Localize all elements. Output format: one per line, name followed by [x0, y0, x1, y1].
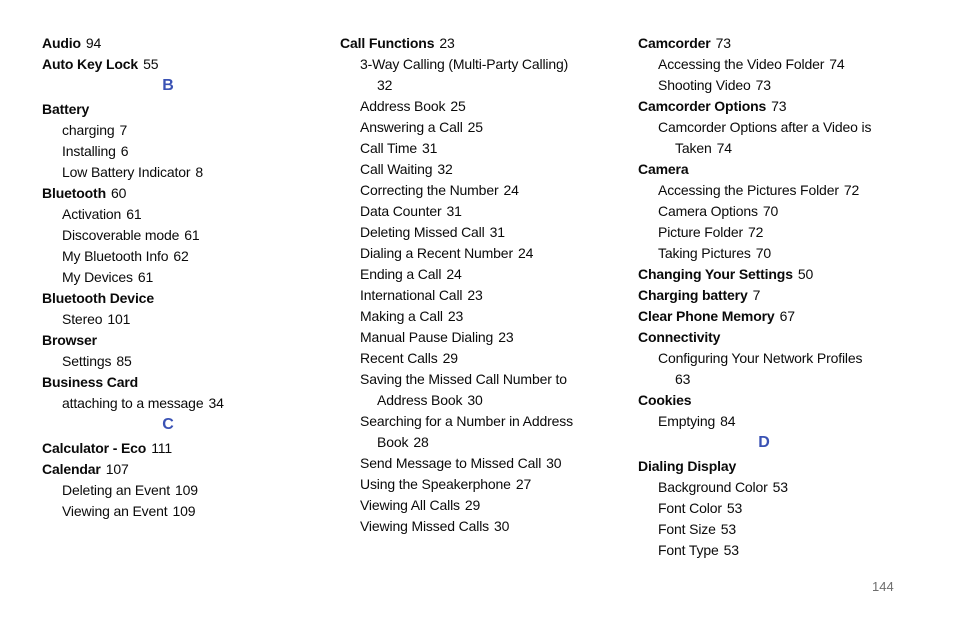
index-entry: [638, 264, 890, 285]
index-page-ref: 70: [755, 245, 771, 261]
index-entry: [638, 498, 890, 519]
index-term: Deleting an Event: [62, 482, 170, 498]
index-term: Manual Pause Dialing: [360, 329, 494, 345]
index-page-ref: 62: [173, 248, 189, 264]
index-term: Cookies: [638, 392, 692, 408]
index-entry: [638, 519, 890, 540]
index-term: Send Message to Missed Call: [360, 455, 542, 471]
index-entry: [42, 288, 294, 309]
index-page-ref: 23: [447, 308, 464, 324]
index-entry: [42, 480, 294, 501]
index-page-ref: 7: [119, 122, 128, 138]
index-page-ref: 31: [489, 224, 505, 240]
index-page-ref: 73: [771, 98, 787, 114]
index-entry: [340, 264, 592, 285]
index-page-ref: 23: [439, 35, 455, 51]
index-term: Browser: [42, 332, 97, 348]
index-entry: [42, 351, 294, 372]
index-term: Picture Folder: [658, 224, 744, 240]
index-page-ref: 8: [195, 164, 204, 180]
section-letter: [42, 75, 294, 96]
index-page-ref: 25: [467, 119, 483, 135]
index-page-ref: 30: [546, 455, 562, 471]
index-term: 3-Way Calling (Multi-Party Calling): [360, 56, 569, 72]
index-page-ref: 61: [126, 206, 142, 222]
index-page-ref: 74: [829, 56, 845, 72]
index-entry: [638, 159, 890, 180]
index-term: Camcorder: [638, 35, 711, 51]
index-entry: [340, 285, 592, 306]
index-entry: [340, 117, 592, 138]
index-entry: [42, 438, 294, 459]
index-term: charging: [62, 122, 115, 138]
index-entry: [340, 495, 592, 516]
index-term: Call Waiting: [360, 161, 433, 177]
index-page-ref: 24: [517, 245, 534, 261]
index-entry: [42, 54, 294, 75]
index-entry: [340, 201, 592, 222]
index-term: Ending a Call: [360, 266, 442, 282]
index-page-ref: 63: [675, 371, 691, 387]
index-term: Taking Pictures: [658, 245, 751, 261]
index-page-ref: 32: [377, 77, 393, 93]
index-term: Emptying: [658, 413, 716, 429]
index-page-ref: 72: [843, 182, 860, 198]
section-letter-label: C: [162, 416, 174, 433]
index-entry: [638, 75, 890, 96]
index-entry: [42, 120, 294, 141]
index-term: Background Color: [658, 479, 768, 495]
index-page-ref: 109: [172, 503, 196, 519]
index-entry: [638, 477, 890, 498]
index-entry: [42, 204, 294, 225]
index-term: Accessing the Pictures Folder: [658, 182, 839, 198]
index-page-ref: 55: [143, 56, 159, 72]
index-term: Calendar: [42, 461, 101, 477]
index-entry: [638, 285, 890, 306]
index-term: Viewing an Event: [62, 503, 168, 519]
index-page-ref: 109: [174, 482, 198, 498]
index-term: attaching to a message: [62, 395, 204, 411]
index-page-ref: 84: [720, 413, 736, 429]
index-page-ref: 53: [723, 542, 739, 558]
section-letter: [42, 414, 294, 435]
index-term: Audio: [42, 35, 81, 51]
index-entry: [42, 162, 294, 183]
index-entry: [340, 516, 592, 537]
index-page-ref: 6: [120, 143, 129, 159]
index-term: Charging battery: [638, 287, 748, 303]
index-term: Stereo: [62, 311, 103, 327]
index-term: Bluetooth: [42, 185, 106, 201]
index-term: My Bluetooth Info: [62, 248, 169, 264]
index-entry: [340, 327, 592, 348]
index-page-ref: 29: [464, 497, 481, 513]
index-term: Dialing a Recent Number: [360, 245, 513, 261]
index-term: Deleting Missed Call: [360, 224, 485, 240]
index-term: Font Color: [658, 500, 722, 516]
index-term: My Devices: [62, 269, 133, 285]
index-term: Installing: [62, 143, 116, 159]
index-term: Camera: [638, 161, 689, 177]
index-entry: [340, 453, 592, 474]
index-entry: [638, 138, 890, 159]
index-page-ref: 28: [413, 434, 429, 450]
index-term: Accessing the Video Folder: [658, 56, 825, 72]
index-term: Configuring Your Network Profiles: [658, 350, 863, 366]
index-term: International Call: [360, 287, 463, 303]
index-page-ref: 70: [762, 203, 779, 219]
index-entry: [638, 117, 890, 138]
index-page-ref: 32: [437, 161, 453, 177]
index-entry: [340, 432, 592, 453]
index-entry: [340, 96, 592, 117]
index-term: Calculator - Eco: [42, 440, 147, 456]
index-term: Font Size: [658, 521, 716, 537]
index-term: Font Type: [658, 542, 719, 558]
index-term: Changing Your Settings: [638, 266, 793, 282]
index-entry: [340, 243, 592, 264]
index-entry: [340, 390, 592, 411]
index-entry: [638, 243, 890, 264]
index-entry: [340, 474, 592, 495]
index-entry: [340, 306, 592, 327]
index-entry: [638, 180, 890, 201]
index-entry: [340, 75, 592, 96]
index-term: Saving the Missed Call Number to: [360, 371, 567, 387]
index-entry: [42, 99, 294, 120]
index-term: Dialing Display: [638, 458, 737, 474]
index-page-ref: 60: [110, 185, 127, 201]
index-entry: [638, 201, 890, 222]
index-entry: [638, 348, 890, 369]
section-letter: [638, 432, 890, 453]
index-page-ref: 24: [446, 266, 462, 282]
index-page-ref: 24: [503, 182, 519, 198]
index-page-ref: 31: [446, 203, 462, 219]
index-page-ref: 85: [116, 353, 132, 369]
index-column-3: [638, 33, 890, 561]
index-entry: [638, 327, 890, 348]
index-term: Settings: [62, 353, 112, 369]
index-entry: [340, 222, 592, 243]
index-entry: [42, 501, 294, 522]
index-page-ref: 25: [450, 98, 466, 114]
index-entry: [638, 96, 890, 117]
index-term: Answering a Call: [360, 119, 463, 135]
index-page-ref: 107: [105, 461, 129, 477]
section-letter-label: D: [758, 434, 770, 451]
index-entry: [340, 180, 592, 201]
index-term: Call Functions: [340, 35, 435, 51]
index-page-ref: 94: [85, 35, 102, 51]
index-page-ref: 73: [715, 35, 731, 51]
index-term: Auto Key Lock: [42, 56, 139, 72]
index-entry: [340, 348, 592, 369]
index-term: Connectivity: [638, 329, 721, 345]
index-term: Viewing All Calls: [360, 497, 460, 513]
index-term: Battery: [42, 101, 90, 117]
index-page-ref: 61: [184, 227, 200, 243]
index-term: Discoverable mode: [62, 227, 180, 243]
index-entry: [638, 540, 890, 561]
index-page-ref: 31: [422, 140, 438, 156]
index-term: Using the Speakerphone: [360, 476, 511, 492]
index-term: Correcting the Number: [360, 182, 499, 198]
index-entry: [340, 54, 592, 75]
index-page-ref: 74: [716, 140, 732, 156]
index-entry: [340, 369, 592, 390]
index-page-ref: 111: [151, 440, 173, 456]
index-page-ref: 30: [494, 518, 510, 534]
index-entry: [638, 456, 890, 477]
index-entry: [42, 141, 294, 162]
index-page-ref: 53: [772, 479, 788, 495]
index-term: Camcorder Options: [638, 98, 767, 114]
index-term: Shooting Video: [658, 77, 751, 93]
index-page-ref: 73: [755, 77, 771, 93]
index-entry: [638, 54, 890, 75]
index-entry: [42, 393, 294, 414]
index-page-ref: 34: [208, 395, 224, 411]
index-entry: [638, 369, 890, 390]
index-term: Viewing Missed Calls: [360, 518, 490, 534]
section-letter-label: B: [162, 77, 174, 94]
index-entry: [340, 159, 592, 180]
index-term: Address Book: [377, 392, 463, 408]
index-entry: [42, 330, 294, 351]
index-term: Searching for a Number in Address: [360, 413, 573, 429]
index-page-ref: 53: [720, 521, 737, 537]
index-entry: [340, 138, 592, 159]
index-entry: [638, 222, 890, 243]
index-term: Camcorder Options after a Video is: [658, 119, 872, 135]
index-page-ref: 101: [107, 311, 131, 327]
index-column-2: [340, 33, 592, 537]
index-page-ref: 27: [515, 476, 532, 492]
index-page-ref: 23: [467, 287, 483, 303]
index-entry: [340, 33, 592, 54]
index-entry: [638, 390, 890, 411]
index-entry: [42, 246, 294, 267]
index-term: Taken: [675, 140, 712, 156]
index-term: Clear Phone Memory: [638, 308, 775, 324]
index-term: Making a Call: [360, 308, 443, 324]
index-entry: [42, 309, 294, 330]
index-entry: [638, 33, 890, 54]
page-number: 144: [872, 579, 894, 594]
index-page-ref: 53: [726, 500, 743, 516]
index-page-ref: 50: [797, 266, 814, 282]
index-term: Camera Options: [658, 203, 758, 219]
index-entry: [42, 225, 294, 246]
index-entry: [42, 33, 294, 54]
index-entry: [638, 411, 890, 432]
index-term: Call Time: [360, 140, 417, 156]
index-term: Address Book: [360, 98, 446, 114]
index-entry: [638, 306, 890, 327]
index-page-ref: 61: [137, 269, 154, 285]
index-term: Business Card: [42, 374, 139, 390]
index-term: Activation: [62, 206, 122, 222]
index-page-ref: 30: [467, 392, 483, 408]
index-page-ref: 72: [748, 224, 764, 240]
index-term: Bluetooth Device: [42, 290, 154, 306]
index-term: Data Counter: [360, 203, 442, 219]
index-entry: [42, 372, 294, 393]
index-page-ref: 29: [442, 350, 458, 366]
index-page-ref: 67: [779, 308, 795, 324]
index-entry: [340, 411, 592, 432]
index-page-ref: 7: [752, 287, 761, 303]
index-entry: [42, 267, 294, 288]
index-term: Low Battery Indicator: [62, 164, 191, 180]
index-term: Book: [377, 434, 409, 450]
index-page-ref: 23: [498, 329, 514, 345]
index-term: Recent Calls: [360, 350, 438, 366]
index-entry: [42, 459, 294, 480]
index-entry: [42, 183, 294, 204]
index-column-1: [42, 33, 294, 522]
